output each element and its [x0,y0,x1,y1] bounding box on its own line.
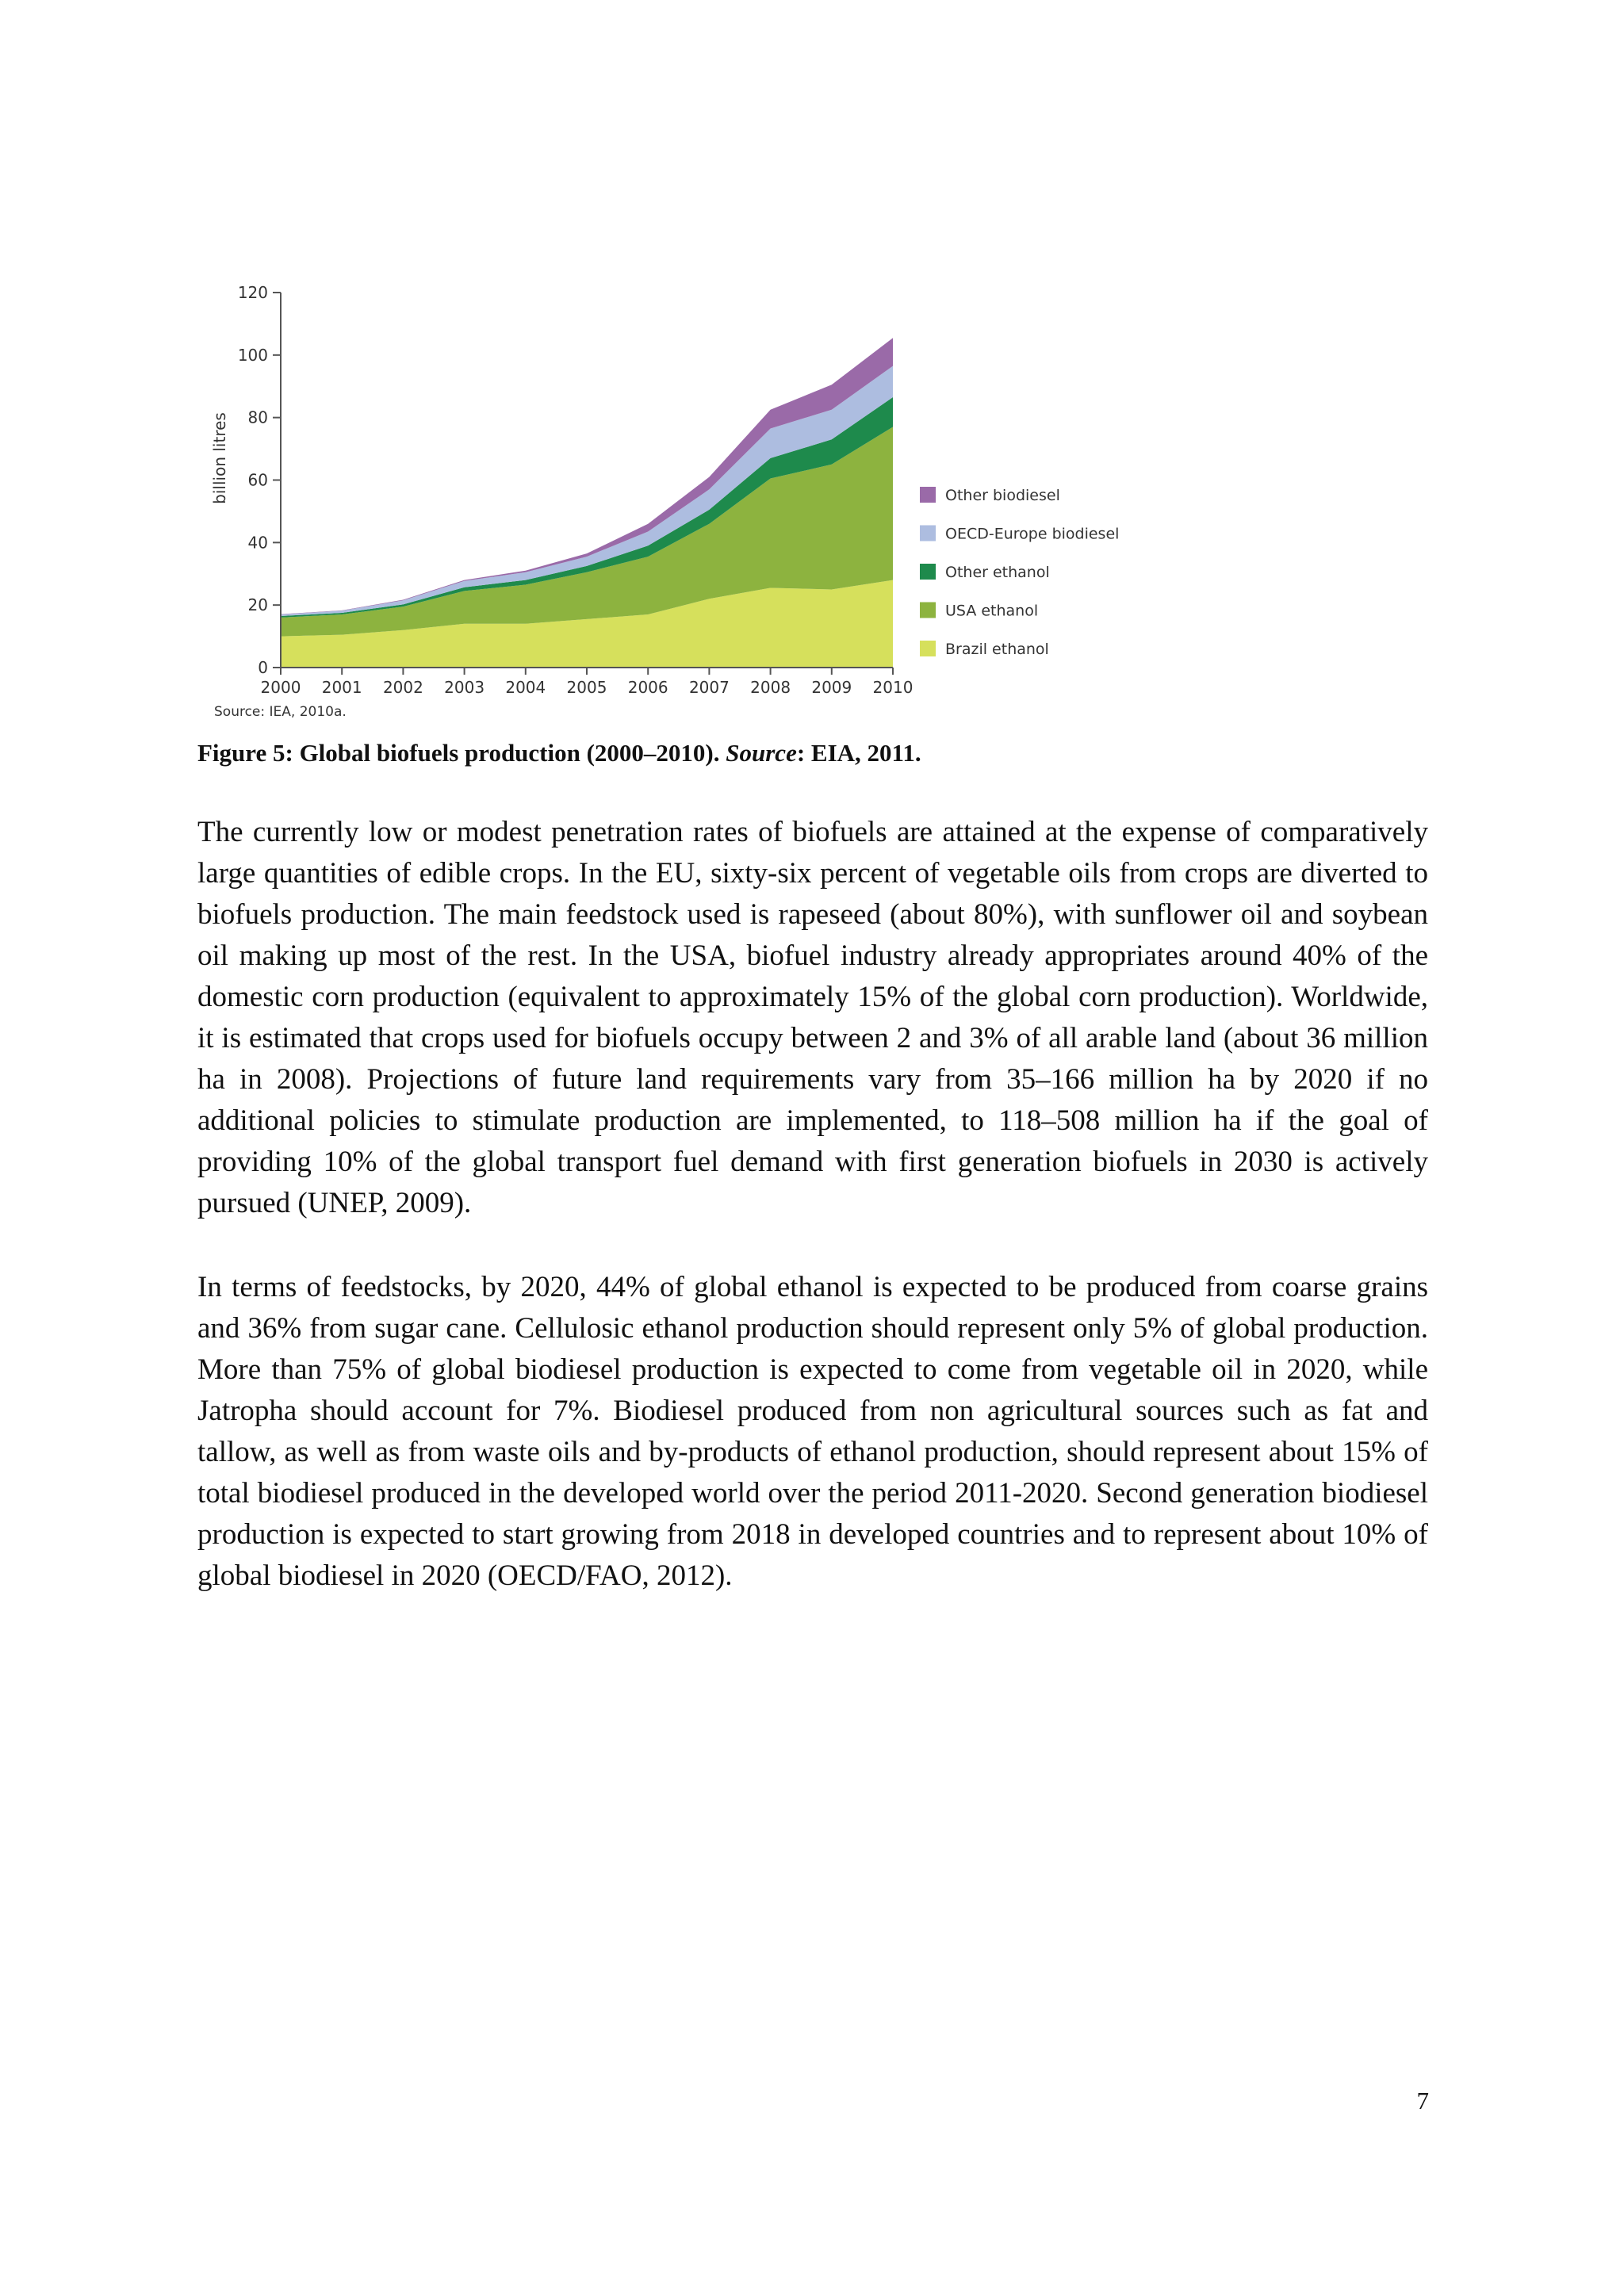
y-axis-label: billion litres [210,412,229,504]
legend-swatch [920,487,936,503]
body-paragraph-2: In terms of feedstocks, by 2020, 44% of global ethanol is expected to be produced from coarse grains and 36% from sugar cane. Cellulosic ethanol production should represent only 5% of global production. More than 75% of global biodiesel production is expected to come from vegetable oil in 2020, while Jatropha should account for 7%. Biodiesel produced from non agricultural sources such as fat and tallow, as well as from waste oils and by-products of ethanol production, should represent about 15% of total biodiesel produced in the developed world over the period 2011-2020. Second generation biodiesel production is expected to start growing from 2018 in developed countries and to represent about 10% of global biodiesel in 2020 (OECD/FAO, 2012). [197,1271,1428,1592]
y-tick-label: 120 [237,283,268,302]
legend-label: Brazil ethanol [945,641,1049,658]
x-tick-label: 2008 [750,678,791,697]
x-tick-label: 2003 [444,678,485,697]
y-tick-label: 40 [247,533,268,553]
legend-swatch [920,641,936,656]
x-tick-label: 2001 [321,678,362,697]
x-tick-label: 2004 [505,678,546,697]
x-tick-label: 2005 [566,678,607,697]
chart-source-note: Source: IEA, 2010a. [214,704,347,720]
page-number: 7 [1416,2087,1429,2114]
x-tick-label: 2006 [627,678,668,697]
body-paragraph-1: The currently low or modest penetration rates of biofuels are attained at the expense of comparatively large quantities of edible crops. In the EU, sixty-six percent of vegetable oils from crops are diverted to biofuels production. The main feedstock used is rapeseed (about 80%), with sunflower oil and soybean oil making up most of the rest. In the USA, biofuel industry already appropriates around 40% of the domestic corn production (equivalent to approximately 15% of the global corn production). Worldwide, it is estimated that crops used for biofuels occupy between 2 and 3% of all arable land (about 36 million ha in 2008). Projections of future land requirements vary from 35–166 million ha by 2020 if no additional policies to stimulate production are implemented, to 118–508 million ha if the goal of providing 10% of the global transport fuel demand with first generation biofuels in 2030 is actively pursued (UNEP, 2009). [197,816,1428,1219]
chart-canvas [198,270,1126,729]
legend-label: USA ethanol [945,602,1039,620]
x-tick-label: 2009 [811,678,852,697]
legend-label: Other biodiesel [945,487,1060,504]
caption-label: Figure 5: Global biofuels production (2000–2010). [197,739,726,767]
chart-legend [920,487,1119,658]
y-tick-label: 60 [247,470,268,490]
biofuels-chart [198,270,1126,729]
legend-label: Other ethanol [945,564,1050,581]
legend-swatch [920,603,936,618]
y-tick-label: 0 [258,658,268,677]
y-tick-label: 20 [247,595,268,615]
legend-swatch [920,564,936,580]
y-tick-label: 80 [247,408,268,427]
chart-areas [281,338,893,668]
caption-source-word: Source [726,739,797,767]
x-tick-label: 2002 [382,678,423,697]
legend-swatch [920,526,936,541]
figure-caption [197,736,1428,771]
y-tick-label: 100 [237,345,268,365]
x-tick-label: 2007 [688,678,730,697]
legend-label: OECD-Europe biodiesel [945,525,1120,543]
caption-source-text: : EIA, 2011. [796,739,921,767]
x-tick-label: 2010 [872,678,914,697]
x-tick-label: 2000 [260,678,301,697]
